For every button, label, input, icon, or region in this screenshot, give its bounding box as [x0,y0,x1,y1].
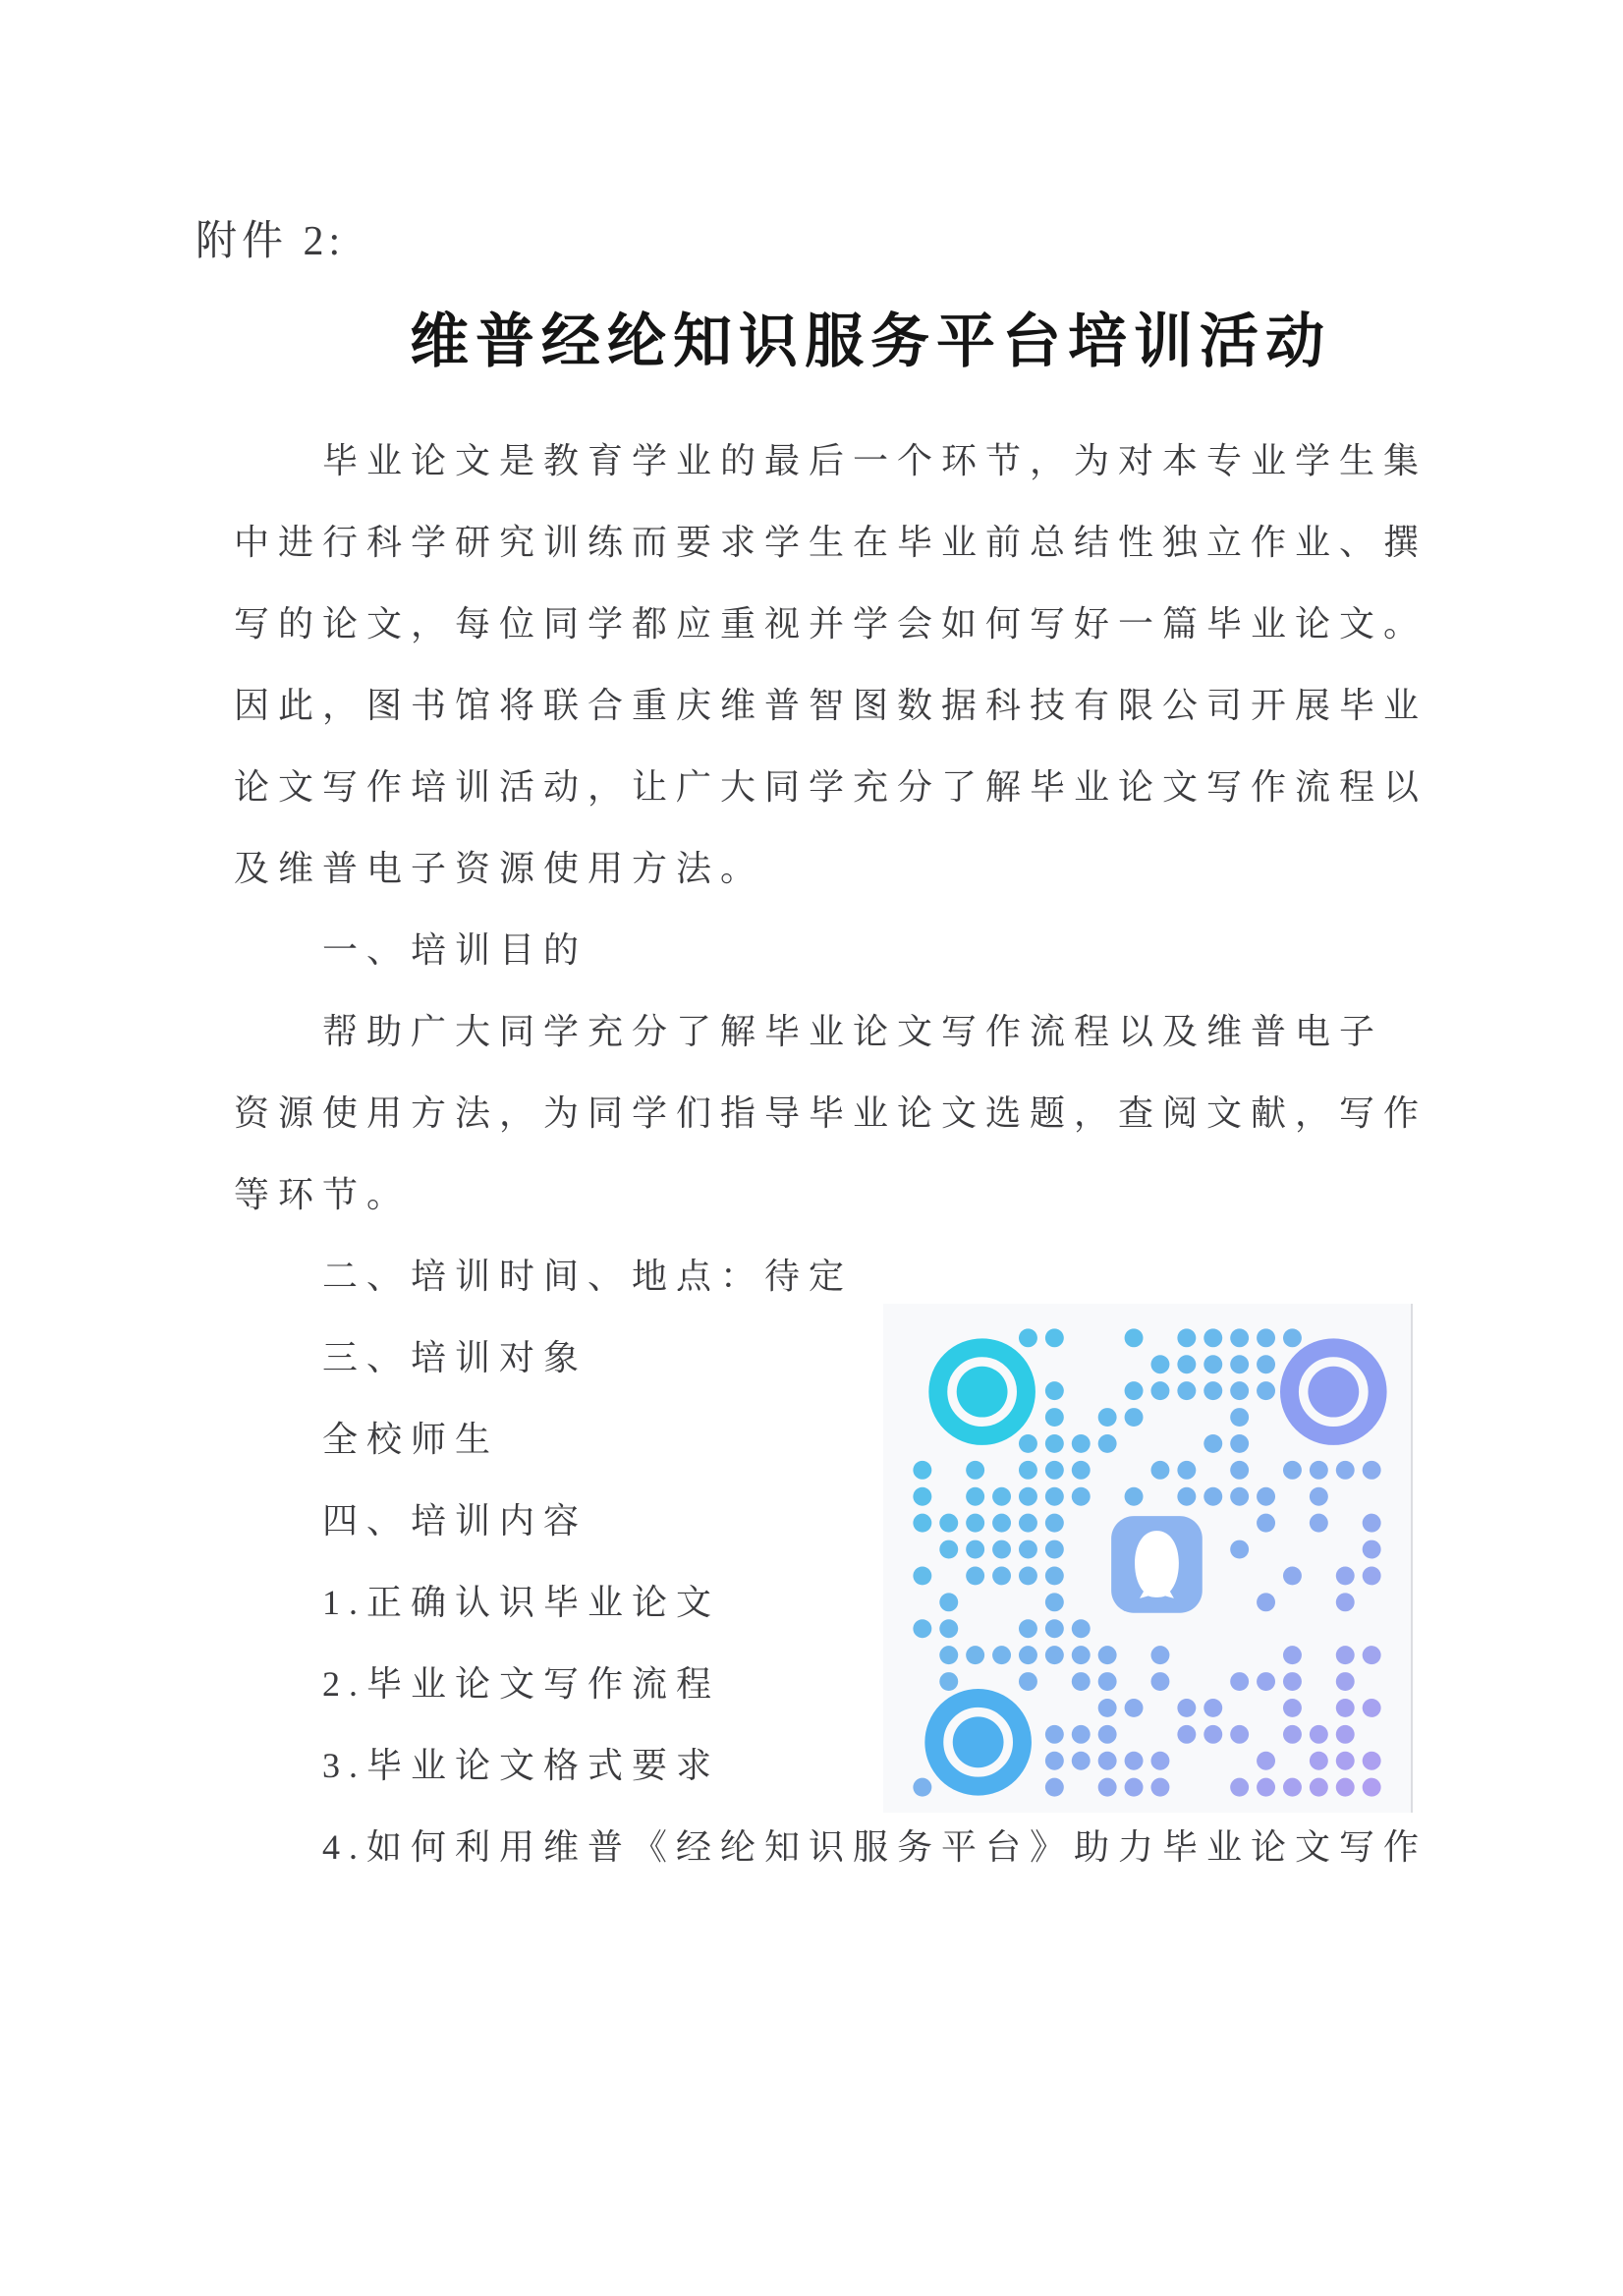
text-line: 四、培训内容 [322,1501,588,1540]
text-line: 2.毕业论文写作流程 [322,1664,721,1704]
text-line: 3.毕业论文格式要求 [322,1746,721,1785]
text-line: 一、培训目的 [322,930,588,970]
attachment-label: 附件 2: [196,219,346,264]
page-title: 维普经纶知识服务平台培训活动 [410,309,1331,374]
text-line: 写的论文，每位同学都应重视并学会如何写好一篇毕业论文。 [234,604,1428,644]
qq-penguin-icon [1111,1516,1203,1613]
text-line: 论文写作培训活动，让广大同学充分了解毕业论文写作流程以 [234,767,1428,807]
qq-qr-code [883,1304,1411,1813]
text-line: 毕业论文是教育学业的最后一个环节，为对本专业学生集 [322,441,1428,480]
text-line: 二、培训时间、地点：待定 [322,1257,854,1296]
text-line: 4.如何利用维普《经纶知识服务平台》助力毕业论文写作 [322,1827,1428,1867]
text-line: 资源使用方法，为同学们指导毕业论文选题，查阅文献，写作 [234,1093,1428,1133]
text-line: 及维普电子资源使用方法。 [234,849,765,888]
text-line: 1.正确认识毕业论文 [322,1583,721,1622]
qq-qr-code-image [883,1304,1413,1813]
text-line: 等环节。 [234,1175,412,1214]
text-line: 因此，图书馆将联合重庆维普智图数据科技有限公司开展毕业 [234,686,1428,725]
text-line: 帮助广大同学充分了解毕业论文写作流程以及维普电子 [322,1012,1384,1051]
text-line: 中进行科学研究训练而要求学生在毕业前总结性独立作业、撰 [234,523,1428,562]
text-line: 全校师生 [322,1420,500,1459]
text-line: 三、培训对象 [322,1338,588,1377]
